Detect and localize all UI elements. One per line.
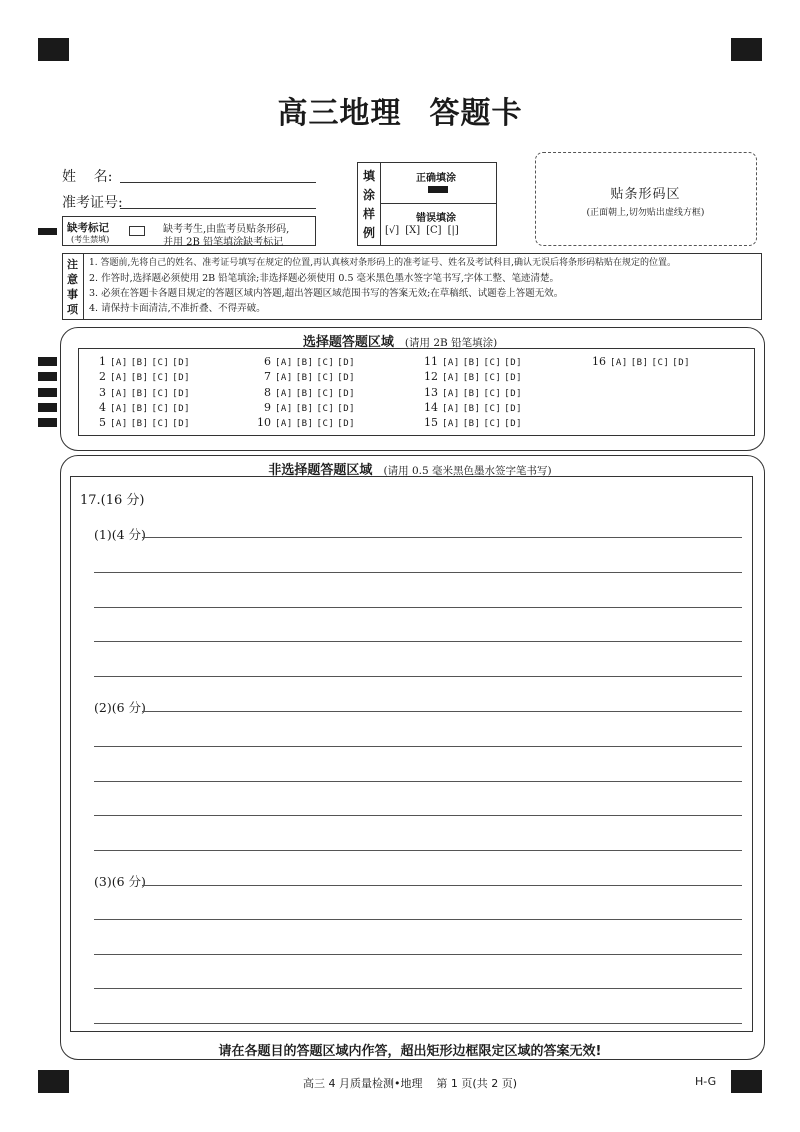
answer-line[interactable] [94,641,742,642]
choice-question-row [253,416,358,429]
answer-bubble[interactable]: [B] [295,373,314,383]
answer-bubble[interactable]: [C] [316,358,335,368]
question-number: 1 [99,355,106,368]
row-timing-mark-2 [38,372,57,381]
answer-bubble[interactable]: [B] [295,419,314,429]
choice-question-row [88,370,193,383]
choice-question-row [420,370,525,383]
answer-bubble[interactable]: [B] [130,404,149,414]
question-number: 7 [264,370,271,383]
answer-bubble[interactable]: [B] [462,419,481,429]
answer-bubble[interactable]: [B] [130,358,149,368]
question-number: 11 [424,355,438,368]
row-timing-mark-3 [38,388,57,397]
answer-line[interactable] [142,711,742,712]
choice-question-row [88,386,193,399]
answer-bubble[interactable]: [B] [130,389,149,399]
notice-side-2: 意 [67,273,78,286]
fill-side-3: 样 [363,207,376,221]
name-field[interactable] [120,182,316,183]
answer-bubble[interactable]: [C] [483,389,502,399]
answer-bubble[interactable]: [C] [483,373,502,383]
answer-bubble[interactable]: [D] [172,373,191,383]
question-number: 3 [99,386,106,399]
answer-bubble[interactable]: [C] [483,419,502,429]
answer-bubble[interactable]: [A] [442,373,460,383]
choice-question-row [420,355,525,368]
absent-desc-2: 并用 2B 铅笔填涂缺考标记 [163,237,284,248]
footer-page-info: 高三 4 月质量检测•地理 第 1 页(共 2 页) [302,1077,518,1090]
choice-question-row [420,386,525,399]
registration-mark-top-left [38,38,69,61]
registration-mark-top-right [731,38,762,61]
question-number: 2 [99,370,106,383]
nonchoice-title: 非选择题答题区域 [268,463,373,478]
choice-note: (请用 2B 铅笔填涂) [404,337,498,349]
answer-line[interactable] [94,815,742,816]
answer-bubble[interactable]: [D] [172,404,191,414]
answer-bubble[interactable]: [B] [630,358,649,368]
choice-question-row [420,401,525,414]
answer-bubble[interactable]: [B] [462,389,481,399]
answer-bubble[interactable]: [D] [504,358,523,368]
wrong-fill-label: 错误填涂 [416,213,456,224]
answer-bubble[interactable]: [A] [275,373,293,383]
answer-bubble[interactable]: [C] [316,373,335,383]
answer-bubble[interactable]: [A] [110,358,128,368]
answer-bubble[interactable]: [B] [130,419,149,429]
answer-bubble[interactable]: [B] [295,404,314,414]
question-number: 12 [424,370,438,383]
barcode-title: 贴条形码区 [610,187,681,202]
notice-item-2: 2. 作答时,选择题必须使用 2B 铅笔填涂;非选择题必须使用 0.5 毫米黑色墨水签字笔书写,字体工整、笔迹清楚。 [89,273,560,284]
notice-side-1: 注 [67,258,78,271]
choice-question-row [253,401,358,414]
answer-bubble[interactable]: [A] [275,404,293,414]
page-title [0,88,800,132]
row-timing-mark-5 [38,418,57,427]
answer-bubble[interactable]: [A] [442,404,460,414]
part-3-label: (3)(6 分) [94,874,146,889]
answer-line[interactable] [94,988,742,989]
answer-bubble[interactable]: [C] [316,389,335,399]
answer-bubble[interactable]: [D] [504,419,523,429]
choice-question-row [420,416,525,429]
answer-bubble[interactable]: [C] [651,358,670,368]
answer-bubble[interactable]: [B] [462,404,481,414]
absent-sub: (考生禁填) [71,235,110,244]
answer-bubble[interactable]: [D] [504,404,523,414]
absent-label: 缺考标记 [67,222,109,234]
answer-bubble[interactable]: [A] [275,358,293,368]
choice-title: 选择题答题区域 [302,335,394,350]
question-number: 14 [424,401,438,414]
answer-bubble[interactable]: [A] [442,419,460,429]
answer-bubble[interactable]: [D] [172,389,191,399]
answer-line[interactable] [94,781,742,782]
nonchoice-note: (请用 0.5 毫米黑色墨水签字笔书写) [383,465,552,477]
answer-line[interactable] [142,885,742,886]
name-label: 姓 名: [62,169,113,185]
answer-bubble[interactable]: [D] [337,373,356,383]
answer-bubble[interactable]: [B] [462,373,481,383]
exam-id-field[interactable] [120,208,316,209]
fill-example-box [357,162,497,246]
answer-bubble[interactable]: [A] [442,358,460,368]
answer-bubble[interactable]: [B] [130,373,149,383]
question-number: 10 [257,416,271,429]
correct-fill-label: 正确填涂 [416,173,456,184]
fill-side-2: 涂 [363,188,376,202]
answer-bubble[interactable]: [C] [316,419,335,429]
out-of-bounds-warning: 请在各题目的答题区域内作答，超出矩形边框限定区域的答案无效! [218,1044,602,1059]
part-2-label: (2)(6 分) [94,700,146,715]
title-card: 答题卡 [429,96,523,131]
question-number: 5 [99,416,106,429]
answer-bubble[interactable]: [C] [151,389,170,399]
choice-question-row [253,386,358,399]
title-subject: 高三地理 [277,96,402,131]
notice-item-3: 3. 必须在答题卡各题目规定的答题区域内答题,超出答题区域范围书写的答案无效;在草稿纸、试题卷上答题无效。 [89,288,564,299]
answer-line[interactable] [94,746,742,747]
wrong-mark-partial: [C] [426,225,442,236]
answer-bubble[interactable]: [B] [295,358,314,368]
exam-id-label: 准考证号: [62,195,123,211]
answer-bubble[interactable]: [A] [610,358,628,368]
notice-box [62,253,762,320]
answer-line[interactable] [94,954,742,955]
q17-label: 17.(16 分) [80,493,145,508]
correct-fill-sample [428,186,448,193]
answer-bubble[interactable]: [D] [504,373,523,383]
answer-bubble[interactable]: [B] [295,389,314,399]
question-number: 9 [264,401,271,414]
notice-side-3: 事 [67,288,78,301]
wrong-mark-cross: [X] [405,225,421,236]
answer-bubble[interactable]: [A] [110,389,128,399]
choice-question-row [88,416,193,429]
question-number: 8 [264,386,271,399]
fill-example-divider [380,163,381,245]
absent-desc-1: 缺考考生,由监考员贴条形码, [163,224,290,235]
absent-checkbox[interactable] [129,226,145,236]
notice-item-1: 1. 答题前,先将自己的姓名、准考证号填写在规定的位置,再认真核对条形码上的准考证号、姓名及考试科目,确认无误后将条形码粘贴在规定的位置。 [89,258,677,268]
footer-code: H-G [695,1075,717,1088]
answer-bubble[interactable]: [C] [151,358,170,368]
answer-bubble[interactable]: [C] [483,404,502,414]
answer-line[interactable] [94,919,742,920]
row-timing-mark-1 [38,357,57,366]
fill-side-1: 填 [363,169,376,183]
notice-side-4: 项 [67,303,78,316]
answer-line[interactable] [142,537,742,538]
answer-line[interactable] [94,850,742,851]
wrong-mark-line: [|] [447,225,459,236]
barcode-area [535,152,757,246]
answer-bubble[interactable]: [D] [337,419,356,429]
answer-line[interactable] [94,607,742,608]
answer-bubble[interactable]: [A] [110,419,128,429]
answer-bubble[interactable]: [D] [172,358,191,368]
nonchoice-answer-box [70,476,753,1032]
notice-item-4: 4. 请保持卡面清洁,不准折叠、不得弄破。 [89,303,266,314]
answer-bubble[interactable]: [D] [337,404,356,414]
fill-side-4: 例 [363,226,376,240]
answer-bubble[interactable]: [C] [316,404,335,414]
answer-bubble[interactable]: [C] [483,358,502,368]
answer-bubble[interactable]: [A] [275,389,293,399]
side-timing-mark [38,228,57,235]
wrong-fill-samples [385,225,459,236]
answer-bubble[interactable]: [A] [275,419,293,429]
row-timing-mark-4 [38,403,57,412]
answer-line[interactable] [94,676,742,677]
answer-bubble[interactable]: [C] [151,404,170,414]
answer-line[interactable] [94,1023,742,1024]
question-number: 15 [424,416,438,429]
question-number: 6 [264,355,271,368]
question-number: 16 [592,355,606,368]
answer-bubble[interactable]: [D] [172,419,191,429]
answer-bubble[interactable]: [B] [462,358,481,368]
fill-example-mid-divider [380,203,496,204]
question-number: 13 [424,386,438,399]
notice-divider [83,254,84,319]
barcode-note: (正面朝上,切勿贴出虚线方框) [586,208,705,218]
part-1-label: (1)(4 分) [94,527,146,542]
choice-question-row [588,355,693,368]
answer-bubble[interactable]: [D] [337,389,356,399]
answer-bubble[interactable]: [A] [442,389,460,399]
choice-question-row [253,370,358,383]
question-number: 4 [99,401,106,414]
choice-question-row [253,355,358,368]
answer-bubble[interactable]: [D] [337,358,356,368]
answer-bubble[interactable]: [D] [672,358,691,368]
answer-bubble[interactable]: [C] [151,419,170,429]
answer-bubble[interactable]: [D] [504,389,523,399]
answer-line[interactable] [94,572,742,573]
choice-question-row [88,401,193,414]
answer-bubble[interactable]: [C] [151,373,170,383]
wrong-mark-check: [√] [385,225,400,236]
answer-bubble[interactable]: [A] [110,373,128,383]
answer-bubble[interactable]: [A] [110,404,128,414]
absent-mark-box [62,216,316,246]
choice-question-row [88,355,193,368]
